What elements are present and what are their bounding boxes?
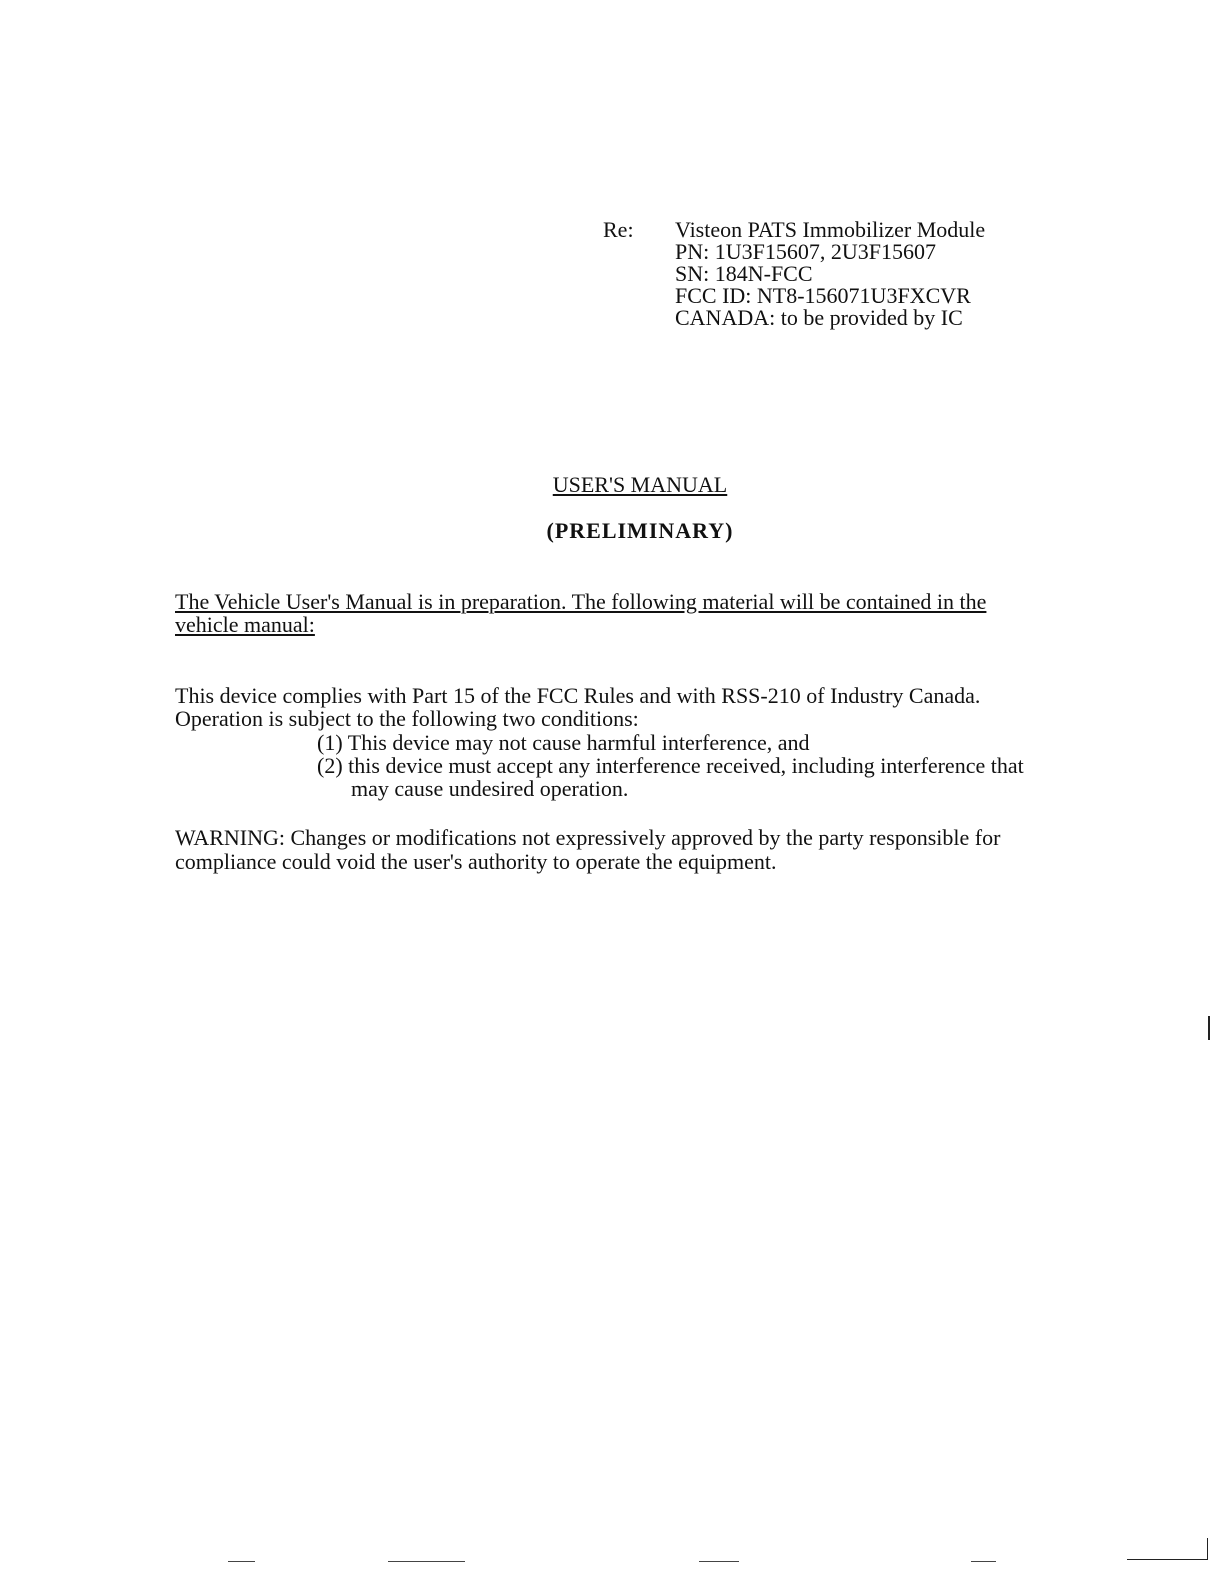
serial-number: SN: 184N-FCC (675, 261, 813, 286)
part-numbers: PN: 1U3F15607, 2U3F15607 (675, 239, 936, 264)
scan-margin-mark (1208, 1016, 1210, 1040)
re-label: Re: (603, 217, 634, 242)
intro-paragraph: The Vehicle User's Manual is in preparation. The following material will be contained in the vehicle manual: (175, 589, 987, 637)
product-name: Visteon PATS Immobilizer Module (675, 217, 986, 242)
condition-item: (2) this device must accept any interference received, including interference that may cause undesired operation. (317, 753, 1024, 801)
compliance-paragraph: This device complies with Part 15 of the FCC Rules and with RSS-210 of Industry Canada. Operation is subject to the following two conditions: (175, 683, 981, 731)
reference-lines (675, 219, 1020, 329)
scan-bottom-mark (228, 1561, 255, 1562)
document-title: USER'S MANUAL (552, 472, 728, 497)
document-subtitle: (PRELIMINARY) (546, 518, 734, 543)
fcc-id: FCC ID: NT8-156071U3FXCVR (675, 283, 971, 308)
scan-bottom-mark (699, 1561, 739, 1562)
scan-bottom-mark (388, 1561, 465, 1562)
scan-corner-vertical (1207, 1538, 1208, 1560)
scan-bottom-mark (971, 1561, 996, 1562)
conditions-list (317, 731, 1037, 800)
warning-paragraph: WARNING: Changes or modifications not expressively approved by the party responsible for compliance could void the user's authority to operate the equipment. (175, 825, 1001, 874)
scan-corner-horizontal (1127, 1559, 1208, 1560)
canada-id: CANADA: to be provided by IC (675, 305, 963, 330)
condition-item: (1) This device may not cause harmful interference, and (317, 730, 810, 755)
